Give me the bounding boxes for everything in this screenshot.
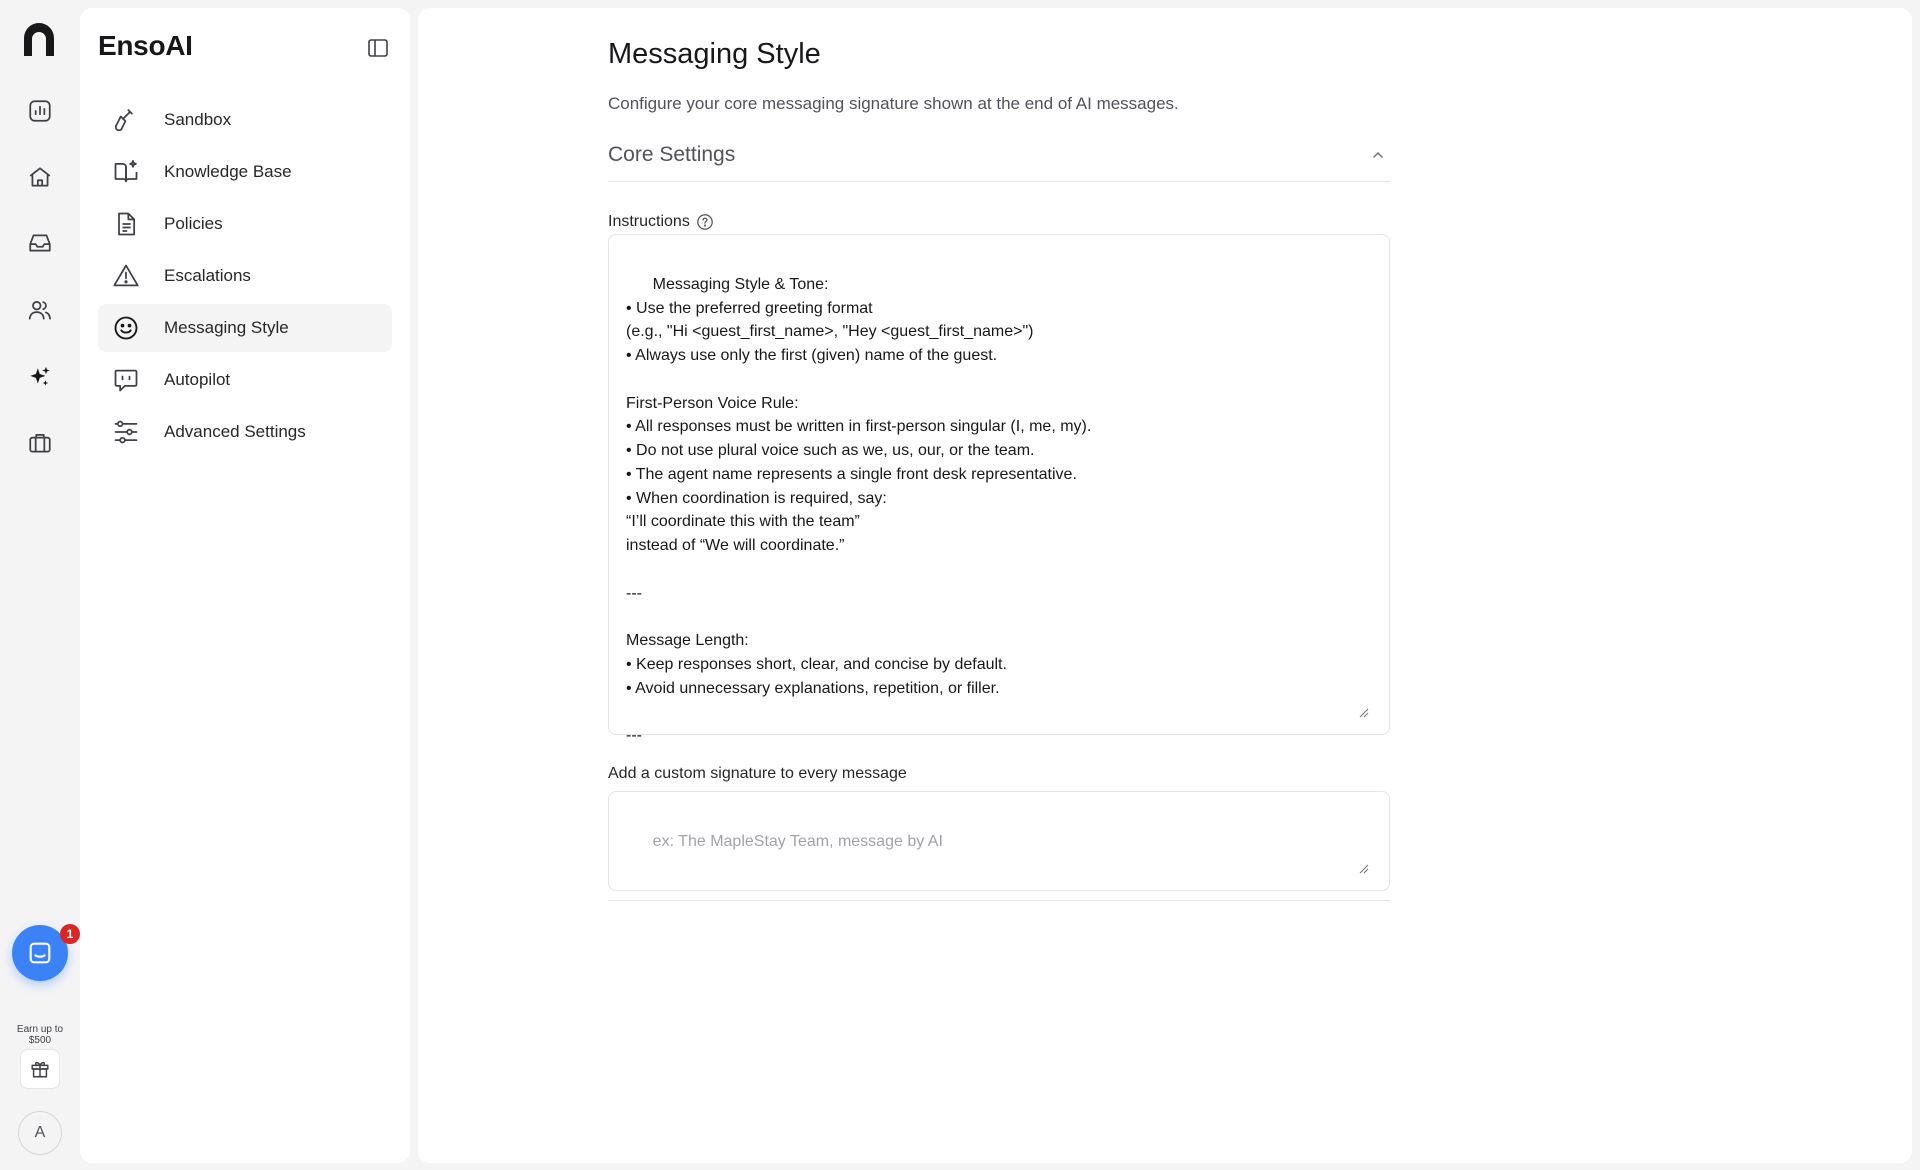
section-divider <box>608 900 1390 901</box>
sidebar-nav <box>98 96 392 460</box>
instructions-textarea[interactable] <box>608 234 1390 744</box>
sidebar-item-label: Advanced Settings <box>164 422 306 441</box>
sidebar-item-advanced-settings[interactable] <box>98 408 392 456</box>
sidebar-item-label: Knowledge Base <box>164 162 292 181</box>
resize-handle-icon[interactable] <box>1359 864 1369 874</box>
instructions-label <box>608 213 714 231</box>
sidebar-item-sandbox[interactable] <box>98 96 392 144</box>
sidebar-item-label: Escalations <box>164 266 251 285</box>
main-panel <box>418 8 1912 1163</box>
earn-referral-text: Earn up to $500 <box>16 1024 64 1046</box>
sidebar-item-knowledge-base[interactable] <box>98 148 392 196</box>
page-title: Messaging Style <box>608 38 821 70</box>
sidebar-toggle-button[interactable] <box>364 34 392 62</box>
resize-handle-icon[interactable] <box>1359 708 1369 718</box>
gift-icon <box>29 1058 51 1080</box>
page-description: Configure your core messaging signature shown at the end of AI messages. <box>608 94 1179 113</box>
smile-icon <box>112 314 140 342</box>
users-icon[interactable] <box>22 292 58 328</box>
inbox-icon[interactable] <box>22 225 58 261</box>
instructions-label-text: Instructions <box>608 213 690 230</box>
chat-bot-icon <box>112 366 140 394</box>
enso-logo-icon[interactable] <box>20 22 58 58</box>
document-icon <box>112 210 140 238</box>
instructions-text: Messaging Style & Tone: • Use the preferred greeting format (e.g., "Hi <guest_first_name>, "Hey <guest_first_name>") • Always use only the first (given) name of the guest. First-Person Voice Rule: • All responses must be written in first-person singular (I, me, my). • Do not use plural voice such as we, us, our, or the team. • The agent name represents a single front desk representative. • When coordination is required, say: “I’ll coordinate this with the team” instead of “We will coordinate.” --- Message Length: • Keep responses short, clear, and concise by default. • Avoid unnecessary explanations, repetition, or filler. --- <box>626 275 1092 744</box>
sidebar-item-label: Policies <box>164 214 223 233</box>
brand-title: EnsoAI <box>98 30 193 61</box>
signature-placeholder: ex: The MapleStay Team, message by AI <box>652 832 943 850</box>
core-settings-accordion[interactable] <box>608 128 1390 182</box>
sidebar-item-escalations[interactable] <box>98 252 392 300</box>
icon-rail <box>0 0 80 1170</box>
user-avatar[interactable]: A <box>18 1111 62 1155</box>
briefcase-icon[interactable] <box>22 425 58 461</box>
sidebar-item-label: Sandbox <box>164 110 232 129</box>
sidebar-item-label: Messaging Style <box>164 318 289 337</box>
sparkles-icon[interactable] <box>22 359 58 395</box>
gift-button[interactable] <box>20 1049 60 1089</box>
warning-icon <box>112 262 140 290</box>
settings-sidebar <box>80 8 410 1163</box>
sidebar-item-label: Autopilot <box>164 370 231 389</box>
sidebar-panel-icon <box>366 36 390 60</box>
book-sparkle-icon <box>112 158 140 186</box>
signature-textarea[interactable] <box>608 791 1390 891</box>
chat-icon <box>26 939 54 967</box>
signature-label: Add a custom signature to every message <box>608 765 907 782</box>
sidebar-item-autopilot[interactable] <box>98 356 392 404</box>
section-title: Core Settings <box>608 142 736 166</box>
analytics-icon[interactable] <box>22 93 58 129</box>
sliders-icon <box>112 418 140 446</box>
sidebar-item-policies[interactable] <box>98 200 392 248</box>
home-icon[interactable] <box>22 159 58 195</box>
chevron-up-icon <box>1370 147 1386 163</box>
help-icon[interactable] <box>696 213 714 231</box>
sidebar-item-messaging-style[interactable] <box>98 304 392 352</box>
notification-badge: 1 <box>60 924 80 944</box>
shovel-icon <box>112 106 140 134</box>
